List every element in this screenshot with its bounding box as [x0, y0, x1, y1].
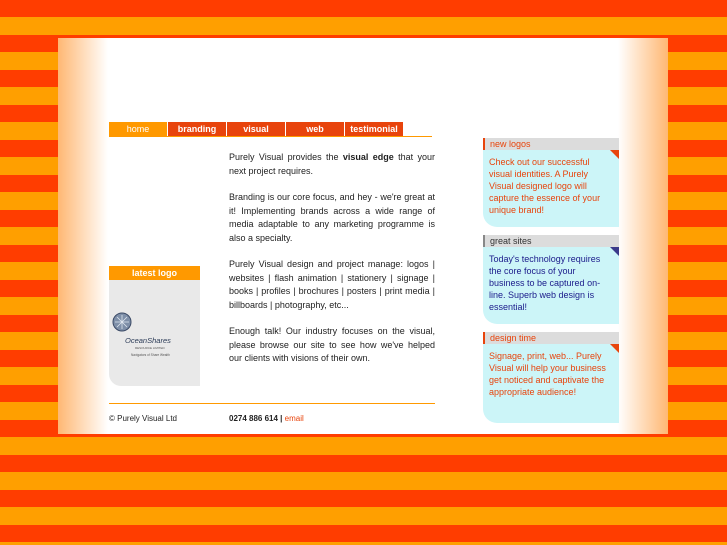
new-logos-box[interactable] [483, 150, 619, 227]
branding-paragraph: Branding is our core focus, and hey - we're great at it! Implementing brands across a wide range of media adaptable to any marketing programme is also a specialty. [229, 192, 435, 243]
new-logos-heading[interactable]: new logos [483, 138, 619, 150]
great-sites-box[interactable] [483, 247, 619, 324]
design-time-text: Signage, print, web... Purely Visual will help your business get noticed and captivate the appropriate audience! [489, 351, 606, 397]
main-content [229, 151, 435, 379]
great-sites-text: Today's technology requires the core focus of your business to be captured on-line. Superb web design is essential! [489, 254, 601, 312]
oceanshares-logo[interactable] [109, 280, 200, 386]
nav-web[interactable]: web [286, 122, 344, 136]
intro-paragraph: Purely Visual provides the visual edge that your next project requires. [229, 152, 435, 176]
footer-divider [109, 403, 435, 404]
services-paragraph: Purely Visual design and project manage: logos | websites | flash animation | stationery | signage | books | profiles | brochures | posters | print media | billboards | photography, etc... [229, 259, 435, 310]
corner-fold-icon [610, 344, 619, 353]
footer-phone: 0274 886 614 | [229, 414, 283, 423]
footer-email-link[interactable]: email [284, 414, 304, 423]
corner-fold-icon [610, 247, 619, 256]
footer-contact [229, 414, 304, 423]
logo-brand-name: OceanShares [125, 336, 171, 345]
latest-logo-box[interactable] [109, 280, 200, 386]
footer-copyright: © Purely Visual Ltd [109, 414, 178, 423]
design-time-heading[interactable]: design time [483, 332, 619, 344]
nav-testimonial[interactable]: testimonial [345, 122, 403, 136]
visual-edge-emphasis: visual edge [342, 152, 394, 162]
logo-tagline: Navigators of Share Wealth [131, 353, 170, 357]
right-edge-fade [618, 38, 668, 434]
design-time-box[interactable] [483, 344, 619, 423]
nav-underline [109, 136, 432, 137]
latest-logo-heading: latest logo [109, 266, 200, 280]
nav-visual[interactable]: visual [227, 122, 285, 136]
great-sites-heading[interactable]: great sites [483, 235, 619, 247]
logo-brand-sub: RESOURCE LIMITED [135, 346, 165, 350]
left-edge-fade [58, 38, 108, 434]
closing-paragraph: Enough talk! Our industry focuses on the visual, please browse our site to see how we've helped our clients with visions of their own. [229, 326, 435, 363]
nav-home[interactable]: home [109, 122, 167, 136]
main-nav [109, 122, 404, 136]
new-logos-text: Check out our successful visual identities. A Purely Visual designed logo will capture the essence of your unique brand! [489, 157, 601, 215]
nav-branding[interactable]: branding [168, 122, 226, 136]
corner-fold-icon [610, 150, 619, 159]
